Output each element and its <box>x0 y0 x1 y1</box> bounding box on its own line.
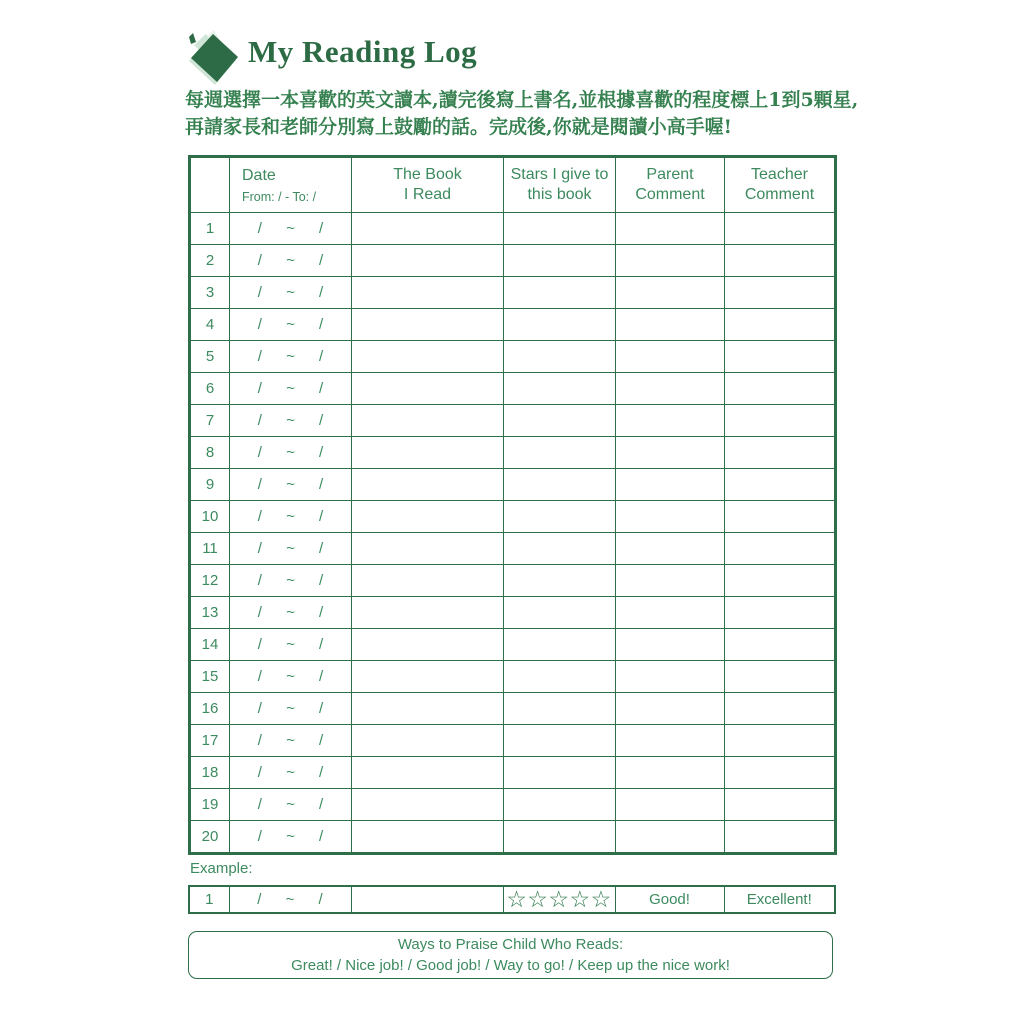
book-cell <box>352 437 504 469</box>
row-number-cell: 15 <box>190 661 230 693</box>
table-row <box>190 821 836 854</box>
parent-comment-cell <box>616 821 725 854</box>
praise-box-phrases: Great! / Nice job! / Good job! / Way to go! / Keep up the nice work! <box>291 956 730 974</box>
stars-cell <box>504 309 616 341</box>
row-number-cell: 6 <box>190 373 230 405</box>
parent-comment-cell <box>616 565 725 597</box>
parent-comment-cell <box>616 725 725 757</box>
header-date-title: Date <box>242 166 276 184</box>
parent-comment-cell <box>616 213 725 245</box>
header-number <box>190 157 230 213</box>
example-label: Example: <box>190 860 253 877</box>
date-cell: / ~ / <box>230 661 352 693</box>
table-row <box>190 341 836 373</box>
teacher-comment-cell <box>725 725 836 757</box>
book-cell <box>352 405 504 437</box>
table-row <box>190 789 836 821</box>
book-cell <box>352 693 504 725</box>
table-row <box>190 629 836 661</box>
example-teacher-comment: Excellent! <box>724 886 835 913</box>
row-number-cell: 9 <box>190 469 230 501</box>
stars-cell <box>504 597 616 629</box>
table-row <box>190 565 836 597</box>
date-cell: / ~ / <box>230 597 352 629</box>
row-number-cell: 18 <box>190 757 230 789</box>
reading-log-table <box>188 155 837 855</box>
teacher-comment-cell <box>725 341 836 373</box>
instructions-line-2: 再請家長和老師分別寫上鼓勵的話。完成後,你就是閱讀小高手喔! <box>185 116 732 138</box>
header-date <box>230 157 352 213</box>
parent-comment-cell <box>616 693 725 725</box>
row-number-cell: 8 <box>190 437 230 469</box>
parent-comment-cell <box>616 341 725 373</box>
stars-cell <box>504 661 616 693</box>
table-row <box>190 309 836 341</box>
stars-cell <box>504 245 616 277</box>
example-date-cell: / ~ / <box>229 886 351 913</box>
header-book: The Book I Read <box>352 157 504 213</box>
teacher-comment-cell <box>725 661 836 693</box>
example-row-number: 1 <box>189 886 229 913</box>
book-icon <box>179 27 239 85</box>
teacher-comment-cell <box>725 757 836 789</box>
parent-comment-cell <box>616 533 725 565</box>
teacher-comment-cell <box>725 277 836 309</box>
table-row <box>190 405 836 437</box>
parent-comment-cell <box>616 309 725 341</box>
row-number-cell: 16 <box>190 693 230 725</box>
date-cell: / ~ / <box>230 245 352 277</box>
table-row <box>190 469 836 501</box>
stars-cell <box>504 469 616 501</box>
book-cell <box>352 373 504 405</box>
stars-cell <box>504 277 616 309</box>
row-number-cell: 20 <box>190 821 230 854</box>
header-row <box>190 157 836 213</box>
book-cell <box>352 821 504 854</box>
stars-cell <box>504 405 616 437</box>
teacher-comment-cell <box>725 629 836 661</box>
stars-cell <box>504 437 616 469</box>
date-cell: / ~ / <box>230 277 352 309</box>
table-row <box>190 661 836 693</box>
teacher-comment-cell <box>725 789 836 821</box>
example-parent-comment: Good! <box>615 886 724 913</box>
date-cell: / ~ / <box>230 565 352 597</box>
teacher-comment-cell <box>725 565 836 597</box>
table-row <box>190 373 836 405</box>
parent-comment-cell <box>616 597 725 629</box>
date-cell: / ~ / <box>230 693 352 725</box>
row-number-cell: 14 <box>190 629 230 661</box>
stars-cell <box>504 789 616 821</box>
book-cell <box>352 597 504 629</box>
row-number-cell: 5 <box>190 341 230 373</box>
date-cell: / ~ / <box>230 501 352 533</box>
book-cell <box>352 469 504 501</box>
parent-comment-cell <box>616 757 725 789</box>
date-cell: / ~ / <box>230 821 352 854</box>
page-title: My Reading Log <box>248 34 478 69</box>
table-row <box>190 501 836 533</box>
example-row <box>189 886 835 913</box>
praise-box-title: Ways to Praise Child Who Reads: <box>397 935 624 953</box>
book-cell <box>352 341 504 373</box>
date-cell: / ~ / <box>230 309 352 341</box>
book-cell <box>352 277 504 309</box>
stars-cell <box>504 565 616 597</box>
table-row <box>190 693 836 725</box>
row-number-cell: 10 <box>190 501 230 533</box>
header-date-sub: From: / - To: / <box>242 189 317 204</box>
stars-cell <box>504 693 616 725</box>
table-row <box>190 597 836 629</box>
parent-comment-cell <box>616 661 725 693</box>
book-cell <box>352 501 504 533</box>
row-number-cell: 3 <box>190 277 230 309</box>
table-row <box>190 725 836 757</box>
stars-cell <box>504 341 616 373</box>
teacher-comment-cell <box>725 373 836 405</box>
teacher-comment-cell <box>725 437 836 469</box>
stars-cell <box>504 533 616 565</box>
parent-comment-cell <box>616 789 725 821</box>
stars-cell <box>504 821 616 854</box>
stars-cell <box>504 501 616 533</box>
table-row <box>190 757 836 789</box>
book-cell <box>352 565 504 597</box>
stars-cell <box>504 373 616 405</box>
teacher-comment-cell <box>725 597 836 629</box>
star-rating-icons: ☆☆☆☆☆ <box>506 886 612 912</box>
row-number-cell: 11 <box>190 533 230 565</box>
book-cell <box>352 213 504 245</box>
parent-comment-cell <box>616 629 725 661</box>
teacher-comment-cell <box>725 693 836 725</box>
date-cell: / ~ / <box>230 725 352 757</box>
row-number-cell: 7 <box>190 405 230 437</box>
table-row <box>190 213 836 245</box>
example-book-cell <box>351 886 503 913</box>
parent-comment-cell <box>616 277 725 309</box>
parent-comment-cell <box>616 373 725 405</box>
date-cell: / ~ / <box>230 437 352 469</box>
parent-comment-cell <box>616 245 725 277</box>
stars-cell <box>504 757 616 789</box>
date-cell: / ~ / <box>230 533 352 565</box>
stars-cell <box>504 725 616 757</box>
parent-comment-cell <box>616 501 725 533</box>
row-number-cell: 1 <box>190 213 230 245</box>
teacher-comment-cell <box>725 821 836 854</box>
table-row <box>190 277 836 309</box>
instructions-line-1: 每週選擇一本喜歡的英文讀本,讀完後寫上書名,並根據喜歡的程度標上1到5顆星, <box>185 89 859 111</box>
header-teacher-comment: Teacher Comment <box>725 157 836 213</box>
example-stars-cell <box>503 886 615 913</box>
book-cell <box>352 725 504 757</box>
book-cell <box>352 757 504 789</box>
book-cell <box>352 789 504 821</box>
teacher-comment-cell <box>725 501 836 533</box>
stars-cell <box>504 213 616 245</box>
date-cell: / ~ / <box>230 629 352 661</box>
teacher-comment-cell <box>725 469 836 501</box>
row-number-cell: 17 <box>190 725 230 757</box>
praise-box <box>188 931 833 979</box>
stars-cell <box>504 629 616 661</box>
table-row <box>190 437 836 469</box>
teacher-comment-cell <box>725 245 836 277</box>
table-row <box>190 533 836 565</box>
book-cell <box>352 245 504 277</box>
row-number-cell: 2 <box>190 245 230 277</box>
book-cell <box>352 533 504 565</box>
book-cell <box>352 309 504 341</box>
book-cell <box>352 661 504 693</box>
parent-comment-cell <box>616 437 725 469</box>
row-number-cell: 19 <box>190 789 230 821</box>
date-cell: / ~ / <box>230 341 352 373</box>
instructions-text <box>185 87 885 141</box>
row-number-cell: 12 <box>190 565 230 597</box>
example-table <box>188 885 836 914</box>
teacher-comment-cell <box>725 405 836 437</box>
date-cell: / ~ / <box>230 469 352 501</box>
date-cell: / ~ / <box>230 373 352 405</box>
table-row <box>190 245 836 277</box>
header-stars: Stars I give to this book <box>504 157 616 213</box>
row-number-cell: 13 <box>190 597 230 629</box>
date-cell: / ~ / <box>230 213 352 245</box>
teacher-comment-cell <box>725 533 836 565</box>
teacher-comment-cell <box>725 309 836 341</box>
log-table-body <box>190 213 836 854</box>
teacher-comment-cell <box>725 213 836 245</box>
header-parent-comment: Parent Comment <box>616 157 725 213</box>
book-cell <box>352 629 504 661</box>
parent-comment-cell <box>616 469 725 501</box>
date-cell: / ~ / <box>230 405 352 437</box>
date-cell: / ~ / <box>230 757 352 789</box>
date-cell: / ~ / <box>230 789 352 821</box>
row-number-cell: 4 <box>190 309 230 341</box>
parent-comment-cell <box>616 405 725 437</box>
